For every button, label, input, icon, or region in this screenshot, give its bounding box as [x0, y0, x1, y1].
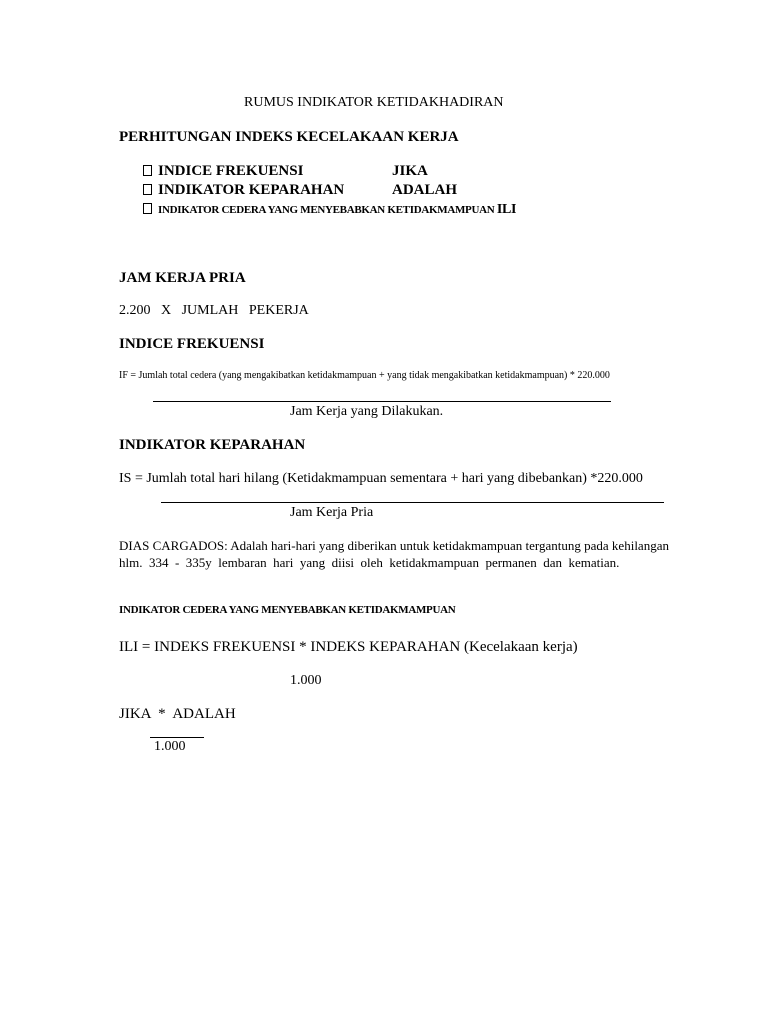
indicator-alias-jika: JIKA	[392, 163, 428, 179]
dias-cargados-line1: DIAS CARGADOS: Adalah hari-hari yang diberikan untuk ketidakmampuan tergantung pada kehilangan	[119, 538, 669, 553]
section-heading: PERHITUNGAN INDEKS KECELAKAAN KERJA	[119, 129, 459, 145]
indicator-item-keparahan	[143, 182, 344, 199]
indicator-label: INDIKATOR CEDERA YANG MENYEBABKAN KETIDAKMAMPUAN	[158, 204, 495, 216]
document-title: RUMUS INDIKATOR KETIDAKHADIRAN	[244, 95, 504, 110]
ili-heading: INDIKATOR CEDERA YANG MENYEBABKAN KETIDAKMAMPUAN	[119, 604, 456, 616]
ili-divisor: 1.000	[290, 673, 322, 688]
frekuensi-fraction-line	[153, 401, 611, 402]
keparahan-denominator: Jam Kerja Pria	[290, 505, 374, 520]
indicator-item-cedera	[143, 202, 516, 218]
indicator-item-frekuensi	[143, 163, 303, 180]
keparahan-fraction-line	[161, 502, 664, 503]
indicator-label: INDIKATOR KEPARAHAN	[158, 182, 345, 198]
jam-kerja-heading: JAM KERJA PRIA	[119, 270, 246, 286]
checkbox-icon	[143, 184, 152, 195]
ili-short-divisor: 1.000	[154, 739, 186, 754]
indicator-label: INDICE FREKUENSI	[158, 163, 304, 179]
checkbox-icon	[143, 203, 152, 214]
ili-short-fraction-line	[150, 737, 204, 738]
keparahan-heading: INDIKATOR KEPARAHAN	[119, 437, 306, 453]
frekuensi-numerator: IF = Jumlah total cedera (yang mengakibatkan ketidakmampuan + yang tidak mengakibatkan ketidakmampuan) * 220.000	[119, 370, 610, 381]
ili-formula: ILI = INDEKS FREKUENSI * INDEKS KEPARAHAN (Kecelakaan kerja)	[119, 639, 578, 655]
keparahan-numerator: IS = Jumlah total hari hilang (Ketidakmampuan sementara + hari yang dibebankan) *220.000	[119, 471, 643, 486]
frekuensi-heading: INDICE FREKUENSI	[119, 336, 265, 352]
jam-kerja-formula: 2.200 X JUMLAH PEKERJA	[119, 303, 309, 318]
ili-short-formula: JIKA * ADALAH	[119, 706, 236, 722]
indicator-alias-adalah: ADALAH	[392, 182, 458, 198]
frekuensi-denominator: Jam Kerja yang Dilakukan.	[290, 404, 444, 419]
indicator-alias-ili: ILI	[496, 202, 517, 217]
dias-cargados-line2: hlm. 334 - 335y lembaran hari yang diisi oleh ketidakmampuan permanen dan kematian.	[119, 555, 620, 570]
checkbox-icon	[143, 165, 152, 176]
